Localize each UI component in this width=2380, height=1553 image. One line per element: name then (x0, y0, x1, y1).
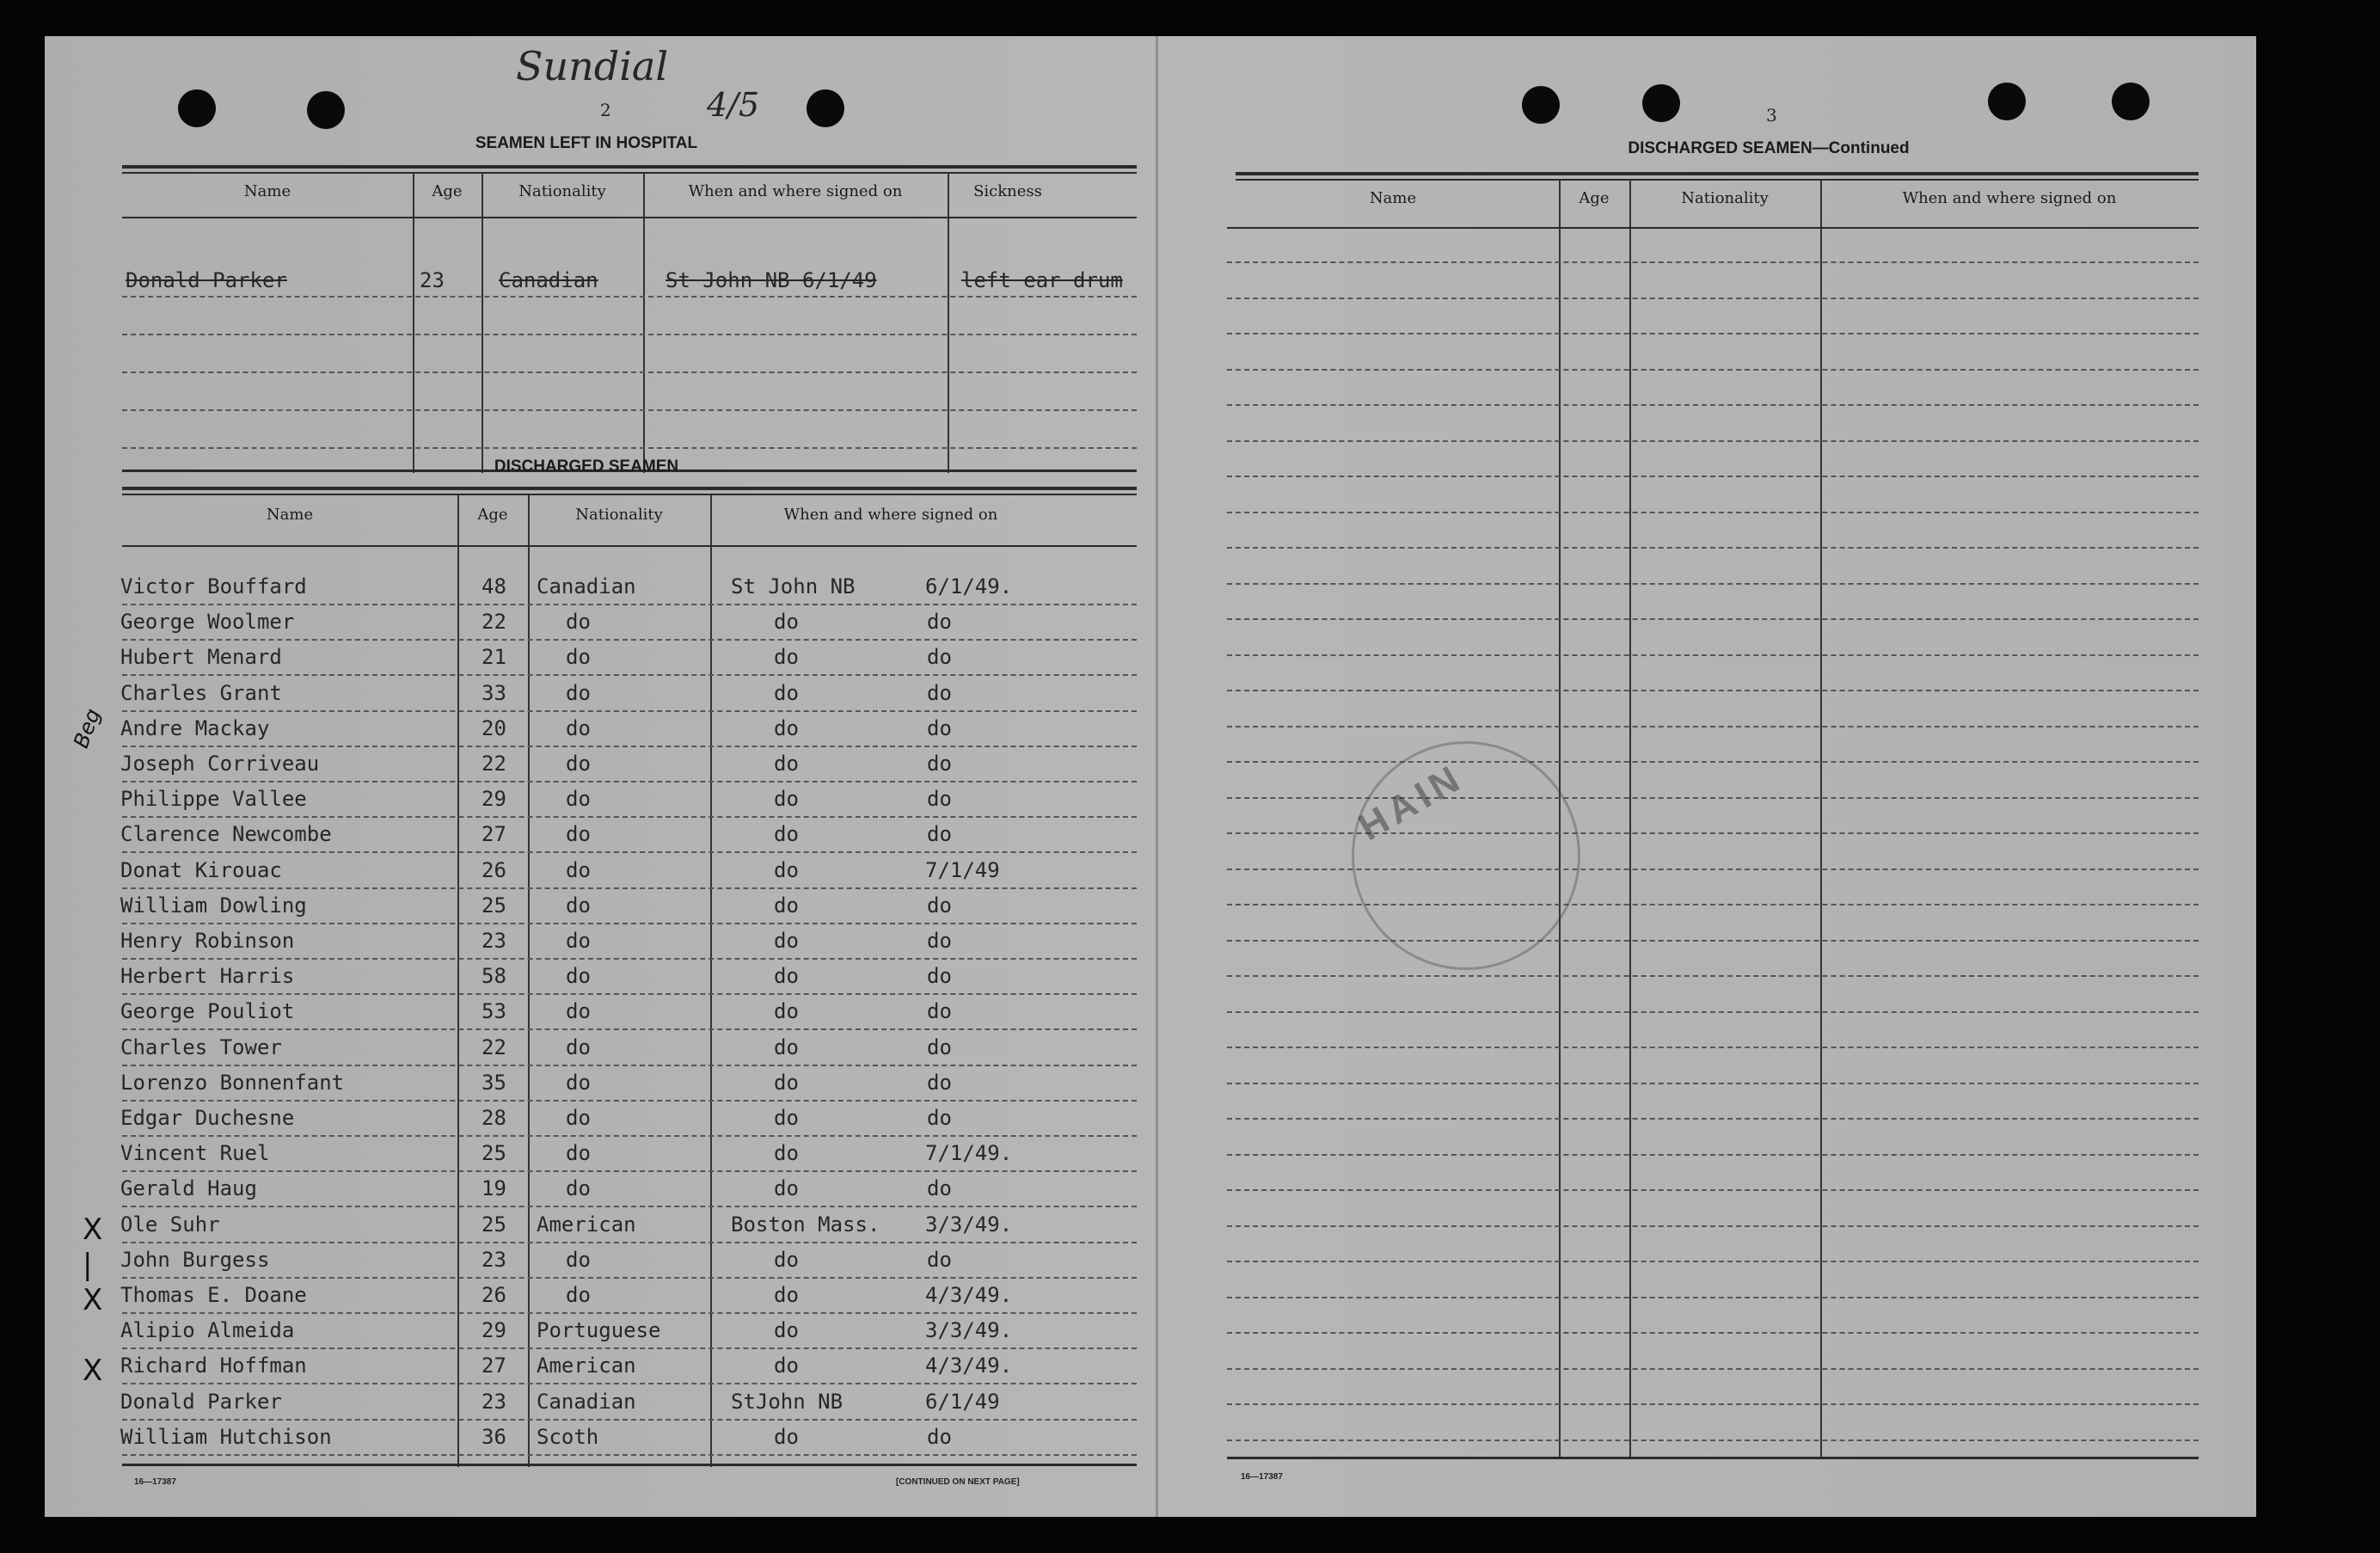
seaman-signed-date: 6/1/49. (925, 574, 1013, 598)
row-line (1227, 261, 2199, 264)
rule (122, 165, 1137, 169)
hospital-name: Donald Parker (126, 268, 287, 292)
row-line (1227, 1083, 2199, 1085)
seaman-signed-place: do (774, 964, 799, 989)
seaman-signed-place: do (774, 1070, 799, 1095)
column-header: Name (243, 182, 291, 200)
continued-title: DISCHARGED SEAMEN—Continued (1628, 139, 1910, 157)
seaman-signed-date: 6/1/49 (925, 1389, 1000, 1414)
row-line (122, 674, 1137, 677)
column-header: Name (1369, 189, 1417, 207)
seaman-signed-date: do (927, 1070, 952, 1095)
seaman-name: Donat Kirouac (120, 857, 282, 882)
hospital-signed-on: St John NB 6/1/49 (666, 268, 877, 292)
seaman-name: Andre Mackay (120, 715, 270, 740)
seaman-signed-place: do (774, 787, 799, 812)
seaman-name: Clarence Newcombe (120, 822, 332, 847)
seaman-age: 22 (482, 752, 506, 776)
seaman-age: 29 (482, 1318, 506, 1343)
seaman-nationality: Canadian (537, 1389, 636, 1414)
row-line (122, 447, 1137, 450)
seaman-nationality: do (566, 680, 591, 705)
seaman-signed-date: 4/3/49. (925, 1283, 1013, 1307)
document-sheet (45, 36, 2256, 1517)
seaman-name: George Pouliot (120, 999, 295, 1024)
seaman-signed-place: do (774, 1176, 799, 1201)
row-line (122, 851, 1137, 854)
seaman-nationality: do (566, 610, 591, 635)
row-line (1227, 1439, 2199, 1442)
seaman-signed-date: 7/1/49. (925, 1141, 1013, 1166)
seaman-signed-date: do (927, 645, 952, 670)
seaman-signed-place: Boston Mass. (731, 1212, 880, 1237)
seaman-signed-place: do (774, 857, 799, 882)
row-line (1227, 1118, 2199, 1120)
seaman-age: 22 (482, 1034, 506, 1059)
row-line (1227, 940, 2199, 942)
seaman-name: Alipio Almeida (120, 1318, 295, 1343)
row-line (1227, 512, 2199, 514)
row-line (122, 1454, 1137, 1457)
rule (1227, 227, 2199, 229)
seaman-signed-date: do (927, 610, 952, 635)
seaman-signed-date: do (927, 1106, 952, 1130)
rule (122, 1464, 1137, 1466)
row-line (122, 781, 1137, 783)
row-line (1227, 1368, 2199, 1371)
rule (1236, 179, 2199, 181)
row-check-mark: Beg (69, 705, 106, 752)
seaman-name: Lorenzo Bonnenfant (120, 1070, 345, 1095)
row-line (122, 371, 1137, 374)
seaman-name: Gerald Haug (120, 1176, 257, 1201)
seaman-nationality: do (566, 857, 591, 882)
seaman-nationality: do (566, 1247, 591, 1272)
hospital-age: 23 (420, 268, 445, 292)
seaman-age: 58 (482, 964, 506, 989)
seaman-name: Edgar Duchesne (120, 1106, 295, 1130)
row-line (1227, 1261, 2199, 1263)
row-line (1227, 1047, 2199, 1049)
seaman-age: 23 (482, 1247, 506, 1272)
row-line (122, 1347, 1137, 1350)
seaman-signed-date: do (927, 999, 952, 1024)
row-line (122, 639, 1137, 641)
row-line (122, 604, 1137, 606)
row-line (122, 1312, 1137, 1315)
seaman-signed-date: do (927, 1424, 952, 1449)
row-line (122, 409, 1137, 412)
column-header: Sickness (973, 182, 1042, 200)
hospital-nationality: Canadian (499, 268, 598, 292)
seaman-signed-date: do (927, 787, 952, 812)
row-check-mark: X (83, 1212, 103, 1247)
seaman-nationality: do (566, 999, 591, 1024)
seaman-signed-date: 7/1/49 (925, 857, 1000, 882)
rule (122, 217, 1137, 218)
seaman-signed-place: St John NB (731, 574, 856, 598)
seaman-age: 19 (482, 1176, 506, 1201)
row-line (122, 710, 1137, 713)
seaman-signed-date: do (927, 822, 952, 847)
seaman-nationality: Canadian (537, 574, 636, 598)
seaman-signed-date: 4/3/49. (925, 1354, 1013, 1378)
seaman-name: Charles Tower (120, 1034, 282, 1059)
column-header: Age (1579, 189, 1610, 207)
row-line (1227, 618, 2199, 621)
row-line (1227, 298, 2199, 300)
seaman-signed-place: do (774, 680, 799, 705)
row-line (1227, 333, 2199, 335)
seaman-signed-place: do (774, 822, 799, 847)
seaman-name: Henry Robinson (120, 929, 295, 953)
page-number: 2 (600, 100, 611, 120)
seaman-name: John Burgess (120, 1247, 270, 1272)
row-line (122, 1383, 1137, 1385)
row-line (1227, 761, 2199, 764)
vessel-name-handwritten: Sundial (516, 43, 669, 89)
seaman-nationality: do (566, 1141, 591, 1166)
seaman-nationality: American (537, 1354, 636, 1378)
seaman-age: 27 (482, 822, 506, 847)
row-line (122, 1028, 1137, 1031)
row-line (1227, 654, 2199, 657)
row-line (122, 993, 1137, 996)
seaman-nationality: do (566, 1283, 591, 1307)
seaman-nationality: do (566, 822, 591, 847)
seaman-signed-place: do (774, 1034, 799, 1059)
column-header: Nationality (518, 182, 606, 200)
rule (122, 487, 1137, 490)
seaman-signed-place: do (774, 1424, 799, 1449)
column-header: Age (477, 506, 508, 524)
row-line (1227, 1011, 2199, 1014)
column-header: When and where signed on (783, 506, 998, 524)
row-check-mark: X (83, 1354, 103, 1389)
seaman-signed-date: do (927, 964, 952, 989)
seaman-nationality: do (566, 645, 591, 670)
seaman-nationality: do (566, 715, 591, 740)
row-line (1227, 1225, 2199, 1228)
seaman-signed-date: do (927, 715, 952, 740)
seaman-signed-place: do (774, 1354, 799, 1378)
seaman-age: 26 (482, 1283, 506, 1307)
row-line (1227, 1403, 2199, 1406)
handwritten-page-note: 4/5 (707, 86, 760, 124)
seaman-age: 20 (482, 715, 506, 740)
seaman-signed-date: 3/3/49. (925, 1318, 1013, 1343)
seaman-nationality: do (566, 1106, 591, 1130)
seaman-signed-place: do (774, 645, 799, 670)
discharged-title: DISCHARGED SEAMEN (494, 457, 679, 476)
seaman-signed-place: do (774, 752, 799, 776)
row-line (122, 1242, 1137, 1244)
row-line (1227, 1297, 2199, 1299)
seaman-age: 53 (482, 999, 506, 1024)
seaman-age: 29 (482, 787, 506, 812)
hospital-sickness: left ear drum (961, 268, 1123, 292)
row-line (122, 1419, 1137, 1421)
seaman-name: Donald Parker (120, 1389, 282, 1414)
seaman-signed-place: StJohn NB (731, 1389, 843, 1414)
left-page (45, 36, 1156, 1517)
seaman-name: William Dowling (120, 893, 307, 918)
row-check-mark: X (83, 1283, 103, 1317)
seaman-signed-date: do (927, 680, 952, 705)
row-check-mark: | (83, 1247, 93, 1282)
seaman-name: Vincent Ruel (120, 1141, 270, 1166)
seaman-nationality: do (566, 929, 591, 953)
row-line (122, 1100, 1137, 1102)
seaman-name: Hubert Menard (120, 645, 282, 670)
row-line (122, 1065, 1137, 1067)
seaman-signed-place: do (774, 893, 799, 918)
seaman-age: 27 (482, 1354, 506, 1378)
seaman-name: Richard Hoffman (120, 1354, 307, 1378)
column-header: Name (266, 506, 314, 524)
seaman-name: Philippe Vallee (120, 787, 307, 812)
seaman-age: 21 (482, 645, 506, 670)
row-line (1227, 547, 2199, 549)
row-line (122, 296, 1137, 298)
rule (122, 545, 1137, 547)
row-line (122, 1135, 1137, 1138)
seaman-nationality: do (566, 964, 591, 989)
row-line (1227, 1154, 2199, 1157)
seaman-age: 23 (482, 929, 506, 953)
seaman-age: 23 (482, 1389, 506, 1414)
seaman-signed-place: do (774, 1141, 799, 1166)
seaman-age: 28 (482, 1106, 506, 1130)
seaman-name: Charles Grant (120, 680, 282, 705)
seaman-signed-place: do (774, 610, 799, 635)
row-line (1227, 1332, 2199, 1335)
form-number: 16—17387 (134, 1477, 176, 1487)
seaman-nationality: do (566, 893, 591, 918)
seaman-name: William Hutchison (120, 1424, 332, 1449)
seaman-signed-place: do (774, 929, 799, 953)
stamp-text: HAIN (1352, 755, 1471, 850)
seaman-nationality: American (537, 1212, 636, 1237)
seaman-age: 26 (482, 857, 506, 882)
seaman-nationality: do (566, 1176, 591, 1201)
seaman-name: Joseph Corriveau (120, 752, 320, 776)
row-line (122, 923, 1137, 925)
seaman-name: Thomas E. Doane (120, 1283, 307, 1307)
page-number: 3 (1766, 105, 1777, 126)
seaman-signed-date: do (927, 929, 952, 953)
seaman-age: 25 (482, 1212, 506, 1237)
row-line (122, 1170, 1137, 1173)
row-line (122, 887, 1137, 890)
column-header: Nationality (575, 506, 663, 524)
seaman-signed-date: do (927, 893, 952, 918)
form-number: 16—17387 (1241, 1472, 1283, 1482)
seaman-nationality: do (566, 752, 591, 776)
rule (1236, 172, 2199, 175)
seaman-signed-date: do (927, 752, 952, 776)
row-line (1227, 583, 2199, 586)
seaman-nationality: Scoth (537, 1424, 599, 1449)
seaman-age: 22 (482, 610, 506, 635)
row-line (122, 958, 1137, 961)
hospital-title: SEAMEN LEFT IN HOSPITAL (475, 134, 698, 152)
seaman-signed-place: do (774, 1106, 799, 1130)
seaman-signed-date: do (927, 1247, 952, 1272)
seaman-nationality: do (566, 1034, 591, 1059)
row-line (1227, 476, 2199, 478)
row-line (122, 746, 1137, 748)
seaman-signed-place: do (774, 999, 799, 1024)
row-line (122, 816, 1137, 819)
seaman-signed-date: 3/3/49. (925, 1212, 1013, 1237)
row-line (1227, 726, 2199, 728)
row-line (122, 1206, 1137, 1208)
seaman-age: 36 (482, 1424, 506, 1449)
seaman-name: Victor Bouffard (120, 574, 307, 598)
row-line (1227, 369, 2199, 371)
seaman-signed-place: do (774, 1283, 799, 1307)
seaman-signed-date: do (927, 1176, 952, 1201)
column-header: When and where signed on (688, 182, 903, 200)
seaman-age: 33 (482, 680, 506, 705)
seaman-age: 48 (482, 574, 506, 598)
seaman-signed-date: do (927, 1034, 952, 1059)
rule (1227, 1457, 2199, 1459)
continued-note: [CONTINUED ON NEXT PAGE] (896, 1477, 1020, 1487)
row-line (1227, 440, 2199, 443)
seaman-name: Ole Suhr (120, 1212, 220, 1237)
row-line (122, 1277, 1137, 1280)
seaman-signed-place: do (774, 1247, 799, 1272)
row-line (1227, 975, 2199, 978)
seaman-signed-place: do (774, 715, 799, 740)
seaman-age: 35 (482, 1070, 506, 1095)
seaman-signed-place: do (774, 1318, 799, 1343)
seaman-nationality: Portuguese (537, 1318, 661, 1343)
seaman-age: 25 (482, 893, 506, 918)
column-header: When and where signed on (1902, 189, 2117, 207)
seaman-name: George Woolmer (120, 610, 295, 635)
seaman-nationality: do (566, 787, 591, 812)
seaman-name: Herbert Harris (120, 964, 295, 989)
seaman-nationality: do (566, 1070, 591, 1095)
column-header: Nationality (1681, 189, 1769, 207)
right-page (1158, 36, 2256, 1517)
row-line (122, 334, 1137, 336)
column-header: Age (432, 182, 463, 200)
row-line (1227, 690, 2199, 692)
rule (122, 172, 1137, 174)
seaman-age: 25 (482, 1141, 506, 1166)
row-line (1227, 1189, 2199, 1192)
row-line (1227, 404, 2199, 407)
rule (122, 494, 1137, 495)
